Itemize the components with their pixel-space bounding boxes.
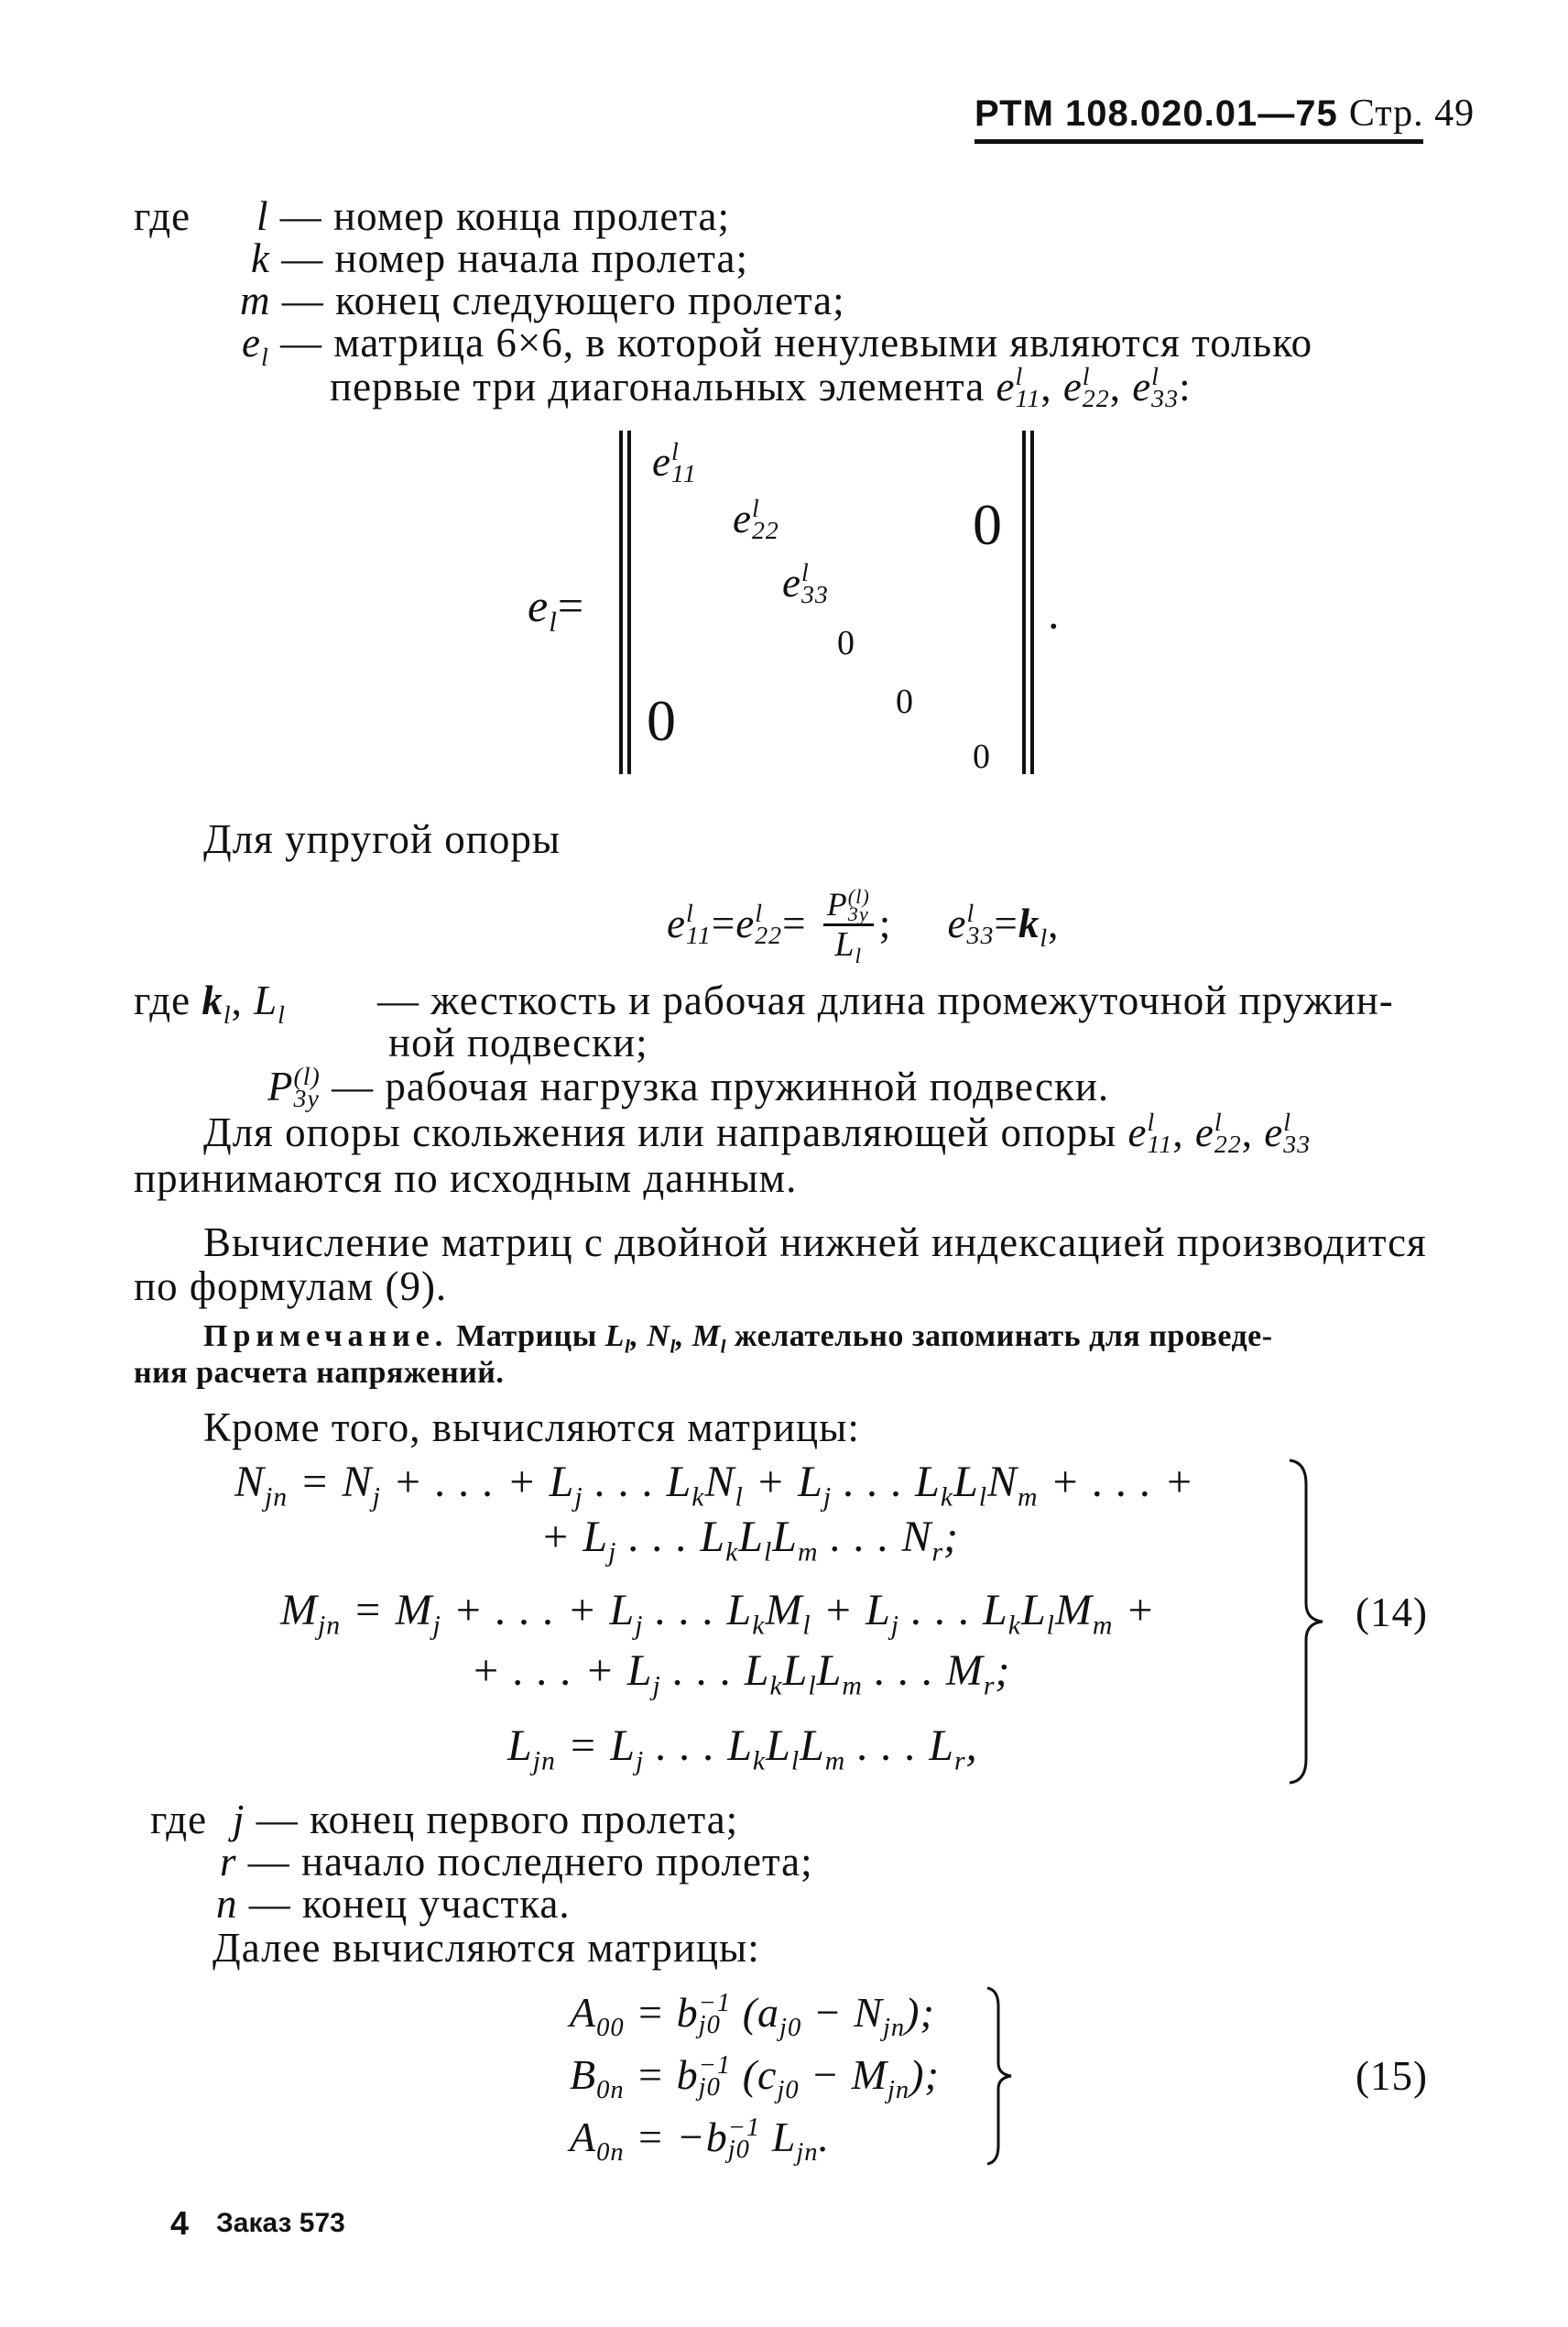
matrix-left-bar-2 bbox=[627, 431, 631, 774]
sliding-support-line2: принимаются по исходным данным. bbox=[134, 1155, 798, 1201]
eq14-line5: $L_{jn} = L_j$ . . . $L_kL_lL_m$ . . . $L_r$, bbox=[507, 1721, 978, 1776]
elastic-formula: e l 11 =e l 22 = P (l) 3y $L_l$ ; e l 33 $=k_l$, bbox=[667, 884, 1060, 968]
eq15-line2: $B_{0n} = b$ −1 j0 $(c_{j0} - M_{jn})$; bbox=[570, 2050, 940, 2104]
def-kL-line2: ной подвески; bbox=[388, 1020, 648, 1065]
eq14-line1: $N_{jn} = N_j$ + . . . + $L_j$ . . . $L_kN_l + L_j$ . . . $L_kL_lN_m$ + . . . + bbox=[234, 1458, 1195, 1513]
running-header bbox=[975, 92, 1475, 136]
matrix-lhs: $e_l=$ bbox=[528, 580, 585, 638]
eq15-line1: $A_{00} = b$ −1 j0 $(a_{j0} - N_{jn})$; bbox=[570, 1988, 935, 2042]
def-n: n — конец участка. bbox=[216, 1881, 571, 1927]
elastic-support-text: Для упругой опоры bbox=[203, 816, 561, 862]
note: Примечание. Матрицы $L_l$, $N_l$, $M_l$ желательно запоминать для проведе- bbox=[203, 1319, 1273, 1358]
eq14-line4: + . . . + $L_j$ . . . $L_kL_lL_m$ . . . $M_r$; bbox=[471, 1646, 1011, 1701]
where-word-3: где bbox=[150, 1797, 208, 1842]
besides-text: Кроме того, вычисляются матрицы: bbox=[203, 1404, 860, 1450]
def-e-line2: первые три диагональных элемента e l 11 , e l 22 , e l 33 : bbox=[330, 363, 1192, 413]
matrix-left-bar-1 bbox=[619, 431, 623, 774]
eq14-line3: $M_{jn} = M_j$ + . . . + $L_j$ . . . $L_kM_l + L_j$ . . . $L_kL_lM_m$ + bbox=[280, 1586, 1156, 1641]
matrix-zero-upper: 0 bbox=[973, 492, 1002, 557]
matrix-e11: e l 11 bbox=[652, 438, 697, 488]
further-text: Далее вычисляются матрицы: bbox=[212, 1925, 760, 1971]
matrix-zero-55: 0 bbox=[896, 683, 913, 721]
def-e: $e_l$ — матрица 6×6, в которой ненулевыми являются только bbox=[242, 320, 1313, 372]
footer-page-num: 4 bbox=[170, 2204, 190, 2242]
def-j: j — конец первого пролета; bbox=[233, 1797, 739, 1842]
eq15-number: (15) bbox=[1356, 2053, 1428, 2099]
eq14-line2: + $L_j$ . . . $L_kL_lL_m$ . . . $N_r$; bbox=[540, 1513, 960, 1568]
matrix-period: . bbox=[1048, 587, 1061, 639]
where-word-2: где $k_l$, $L_l$ bbox=[134, 978, 286, 1030]
calc-text-line2: по формулам (9). bbox=[134, 1263, 448, 1309]
matrix-right-bar-2 bbox=[1030, 431, 1034, 774]
matrix-zero-44: 0 bbox=[837, 624, 855, 662]
eq14-number: (14) bbox=[1356, 1590, 1428, 1635]
where-word-1: где bbox=[134, 193, 191, 239]
page-label: Стр. 49 bbox=[1348, 93, 1475, 135]
header-rule bbox=[975, 139, 1423, 144]
note-line2: ния расчета напряжений. bbox=[134, 1356, 505, 1390]
matrix-zero-66: 0 bbox=[973, 737, 990, 776]
matrix-right-bar-1 bbox=[1022, 431, 1026, 774]
calc-text: Вычисление матриц с двойной нижней индексацией производится bbox=[203, 1219, 1427, 1265]
def-kL: — жесткость и рабочая длина промежуточной пружин- bbox=[377, 978, 1394, 1023]
eq15-line3: $A_{0n} = -b$ −1 j0 $L_{jn}$. bbox=[570, 2113, 831, 2167]
def-l: l — номер конца пролета; bbox=[256, 193, 731, 239]
def-k: k — номер начала пролета; bbox=[251, 235, 748, 281]
def-m: m — конец следующего пролета; bbox=[240, 278, 845, 323]
eq15-brace bbox=[984, 1984, 1029, 2168]
matrix-e33: e l 33 bbox=[782, 559, 829, 609]
footer-order: Заказ 573 bbox=[216, 2208, 345, 2238]
eq14-brace bbox=[1286, 1457, 1341, 1786]
sliding-support-text: Для опоры скольжения или направляющей опоры e l 11 , e l 22 , e l 33 bbox=[203, 1109, 1312, 1159]
doc-code: РТМ 108.020.01—75 bbox=[975, 93, 1338, 134]
matrix-zero-lower: 0 bbox=[647, 688, 676, 753]
def-P: P (l) 3y — рабочая нагрузка пружинной подвески. bbox=[267, 1063, 1110, 1113]
def-r: r — начало последнего пролета; bbox=[220, 1839, 813, 1885]
matrix-e22: e l 22 bbox=[733, 495, 779, 545]
